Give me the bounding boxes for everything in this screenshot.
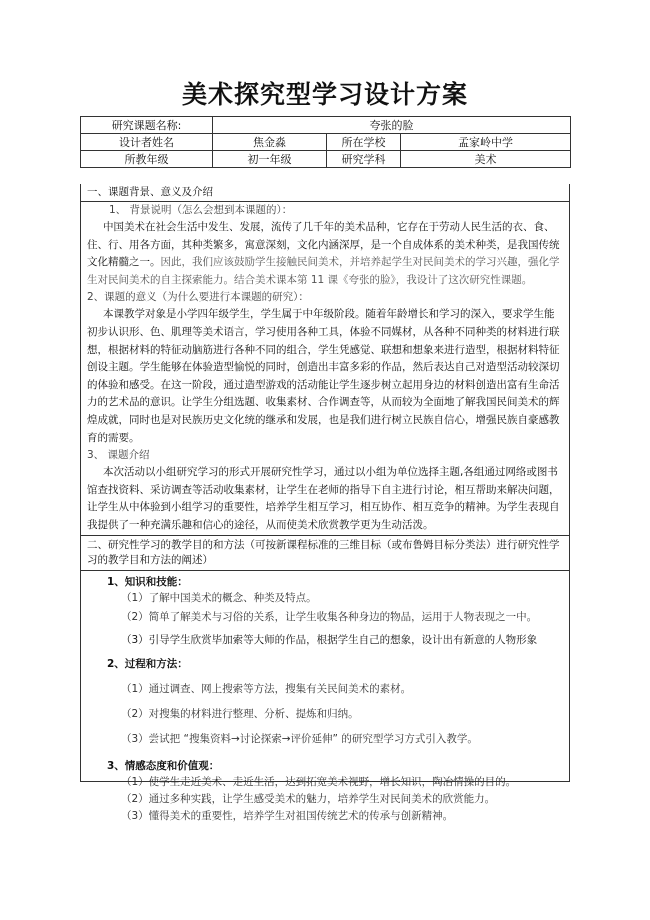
process-item: （1）通过调查、网上搜索等方法，搜集有关民间美术的素材。 bbox=[121, 683, 412, 695]
topic-label: 研究课题名称: bbox=[81, 117, 213, 134]
knowledge-item: （2）简单了解美术与习俗的关系，让学生收集各种身边的物品，运用于人物表现之一中。 bbox=[121, 611, 538, 623]
knowledge-item: （3）引导学生欣赏毕加索等大师的作品，根据学生自己的想象，设计出有新意的人物形象 bbox=[121, 634, 538, 646]
designer-value: 焦金淼 bbox=[213, 134, 327, 151]
section-background bbox=[80, 184, 570, 536]
table-row bbox=[81, 134, 571, 151]
grade-label: 所教年级 bbox=[81, 151, 213, 168]
background-text-b: 因此，我们应该鼓励学生接触民间美术，并培养起学生对民间美术的学习兴趣，强化学生对民间美术的自主探索能力。结合美术课本第 11 课《夸张的脸》，我设计了这次研究性课题。 bbox=[87, 256, 560, 286]
background-text-a: 中国美术在社会生活中发生、发展，流传了几千年的美术品种，它存在于劳动人民生活的衣、食、住、行、用各方面，其种类繁多，寓意深刻，文化内涵深厚，是一个自成体系的美术种类，是我国传统文化精髓之一。 bbox=[87, 221, 560, 269]
grade-value: 初一年级 bbox=[213, 151, 327, 168]
table-row bbox=[81, 117, 571, 134]
intro-subheading: 3、 课题介绍 bbox=[87, 449, 150, 462]
process-item: （3）尝试把 “搜集资料→讨论探索→评价延伸” 的研究型学习方式引入教学。 bbox=[121, 733, 478, 745]
school-label: 所在学校 bbox=[327, 134, 401, 151]
background-subheading: 1、 背景说明（怎么会想到本课题的）： bbox=[109, 204, 293, 216]
table-row bbox=[81, 151, 571, 168]
topic-value: 夸张的脸 bbox=[213, 117, 571, 134]
section1-header: 一、课题背景、意义及介绍 bbox=[81, 184, 569, 202]
school-value: 孟家岭中学 bbox=[401, 134, 571, 151]
section2-header: 二、研究性学习的教学目的和方法（可按新课程标准的三维目标（或布鲁姆目标分类法）进行研究性学习的教学目和方法的阐述） bbox=[81, 536, 569, 571]
process-title: 2、过程和方法： bbox=[107, 658, 188, 670]
background-paragraph bbox=[81, 219, 569, 289]
knowledge-item: （1）了解中国美术的概念、种类及特点。 bbox=[121, 592, 317, 604]
emotion-item: （3）懂得美术的重要性，培养学生对祖国传统艺术的传承与创新精神。 bbox=[121, 810, 454, 822]
significance-paragraph: 本课教学对象是小学四年级学生，学生属于中年级阶段。随着年龄增长和学习的深入，要求学生能初步认识形、色、肌理等美术语言，学习使用各种工具，体验不同媒材，从各种不同种类的材料进行联想，根据材料的特征动脑筋进行各种不同的组合，学生凭感觉、联想和想象来进行造型，根据材料特征创设主题。学生能够在体验造型愉悦的同时，创造出丰富多彩的作品，然后表达自己对造型活动较深切的体验和感受。在这一阶段，通过造型游戏的活动能让学生逐步树立起用身边的材料创造出富有生命活力的艺术品的意识。让学生分组选题、收集素材、合作调查等，从而较为全面地了解我国民间美术的辉煌成就，同时也是对民族历史文化统的继承和发展，也是我们进行树立民族自信心，增强民族自豪感教育的需要。 bbox=[87, 308, 560, 444]
designer-label: 设计者姓名 bbox=[81, 134, 213, 151]
process-item: （2）对搜集的材料进行整理、分析、提炼和归纳。 bbox=[121, 708, 359, 720]
info-table bbox=[80, 116, 571, 168]
subject-value: 美术 bbox=[401, 151, 571, 168]
knowledge-title: 1、知识和技能： bbox=[107, 576, 188, 588]
intro-paragraph: 本次活动以小组研究学习的形式开展研究性学习，通过以小组为单位选择主题,各组通过网络或图书馆查找资料、采访调查等活动收集素材，让学生在老师的指导下自主进行讨论，相互帮助来解决问题，让学生从中体验到小组学习的重要性，培养学生相互学习，相互协作、相互竞争的精神。为学生表现自我提供了一种充满乐趣和信心的途径，从而使美术欣赏教学更为生动活泼。 bbox=[87, 466, 560, 531]
emotion-item: （1）使学生走近美术、走近生活，达到拓宽美术视野，增长知识，陶冶情操的目的。 bbox=[121, 776, 517, 788]
emotion-title: 3、情感态度和价值观： bbox=[107, 760, 220, 772]
emotion-item: （2）通过多种实践，让学生感受美术的魅力，培养学生对民间美术的欣赏能力。 bbox=[121, 793, 496, 805]
subject-label: 研究学科 bbox=[327, 151, 401, 168]
page-title: 美术探究型学习设计方案 bbox=[181, 80, 468, 109]
section-objectives bbox=[80, 536, 570, 822]
significance-subheading: 2、课题的意义（为什么要进行本课题的研究）： bbox=[87, 291, 309, 304]
